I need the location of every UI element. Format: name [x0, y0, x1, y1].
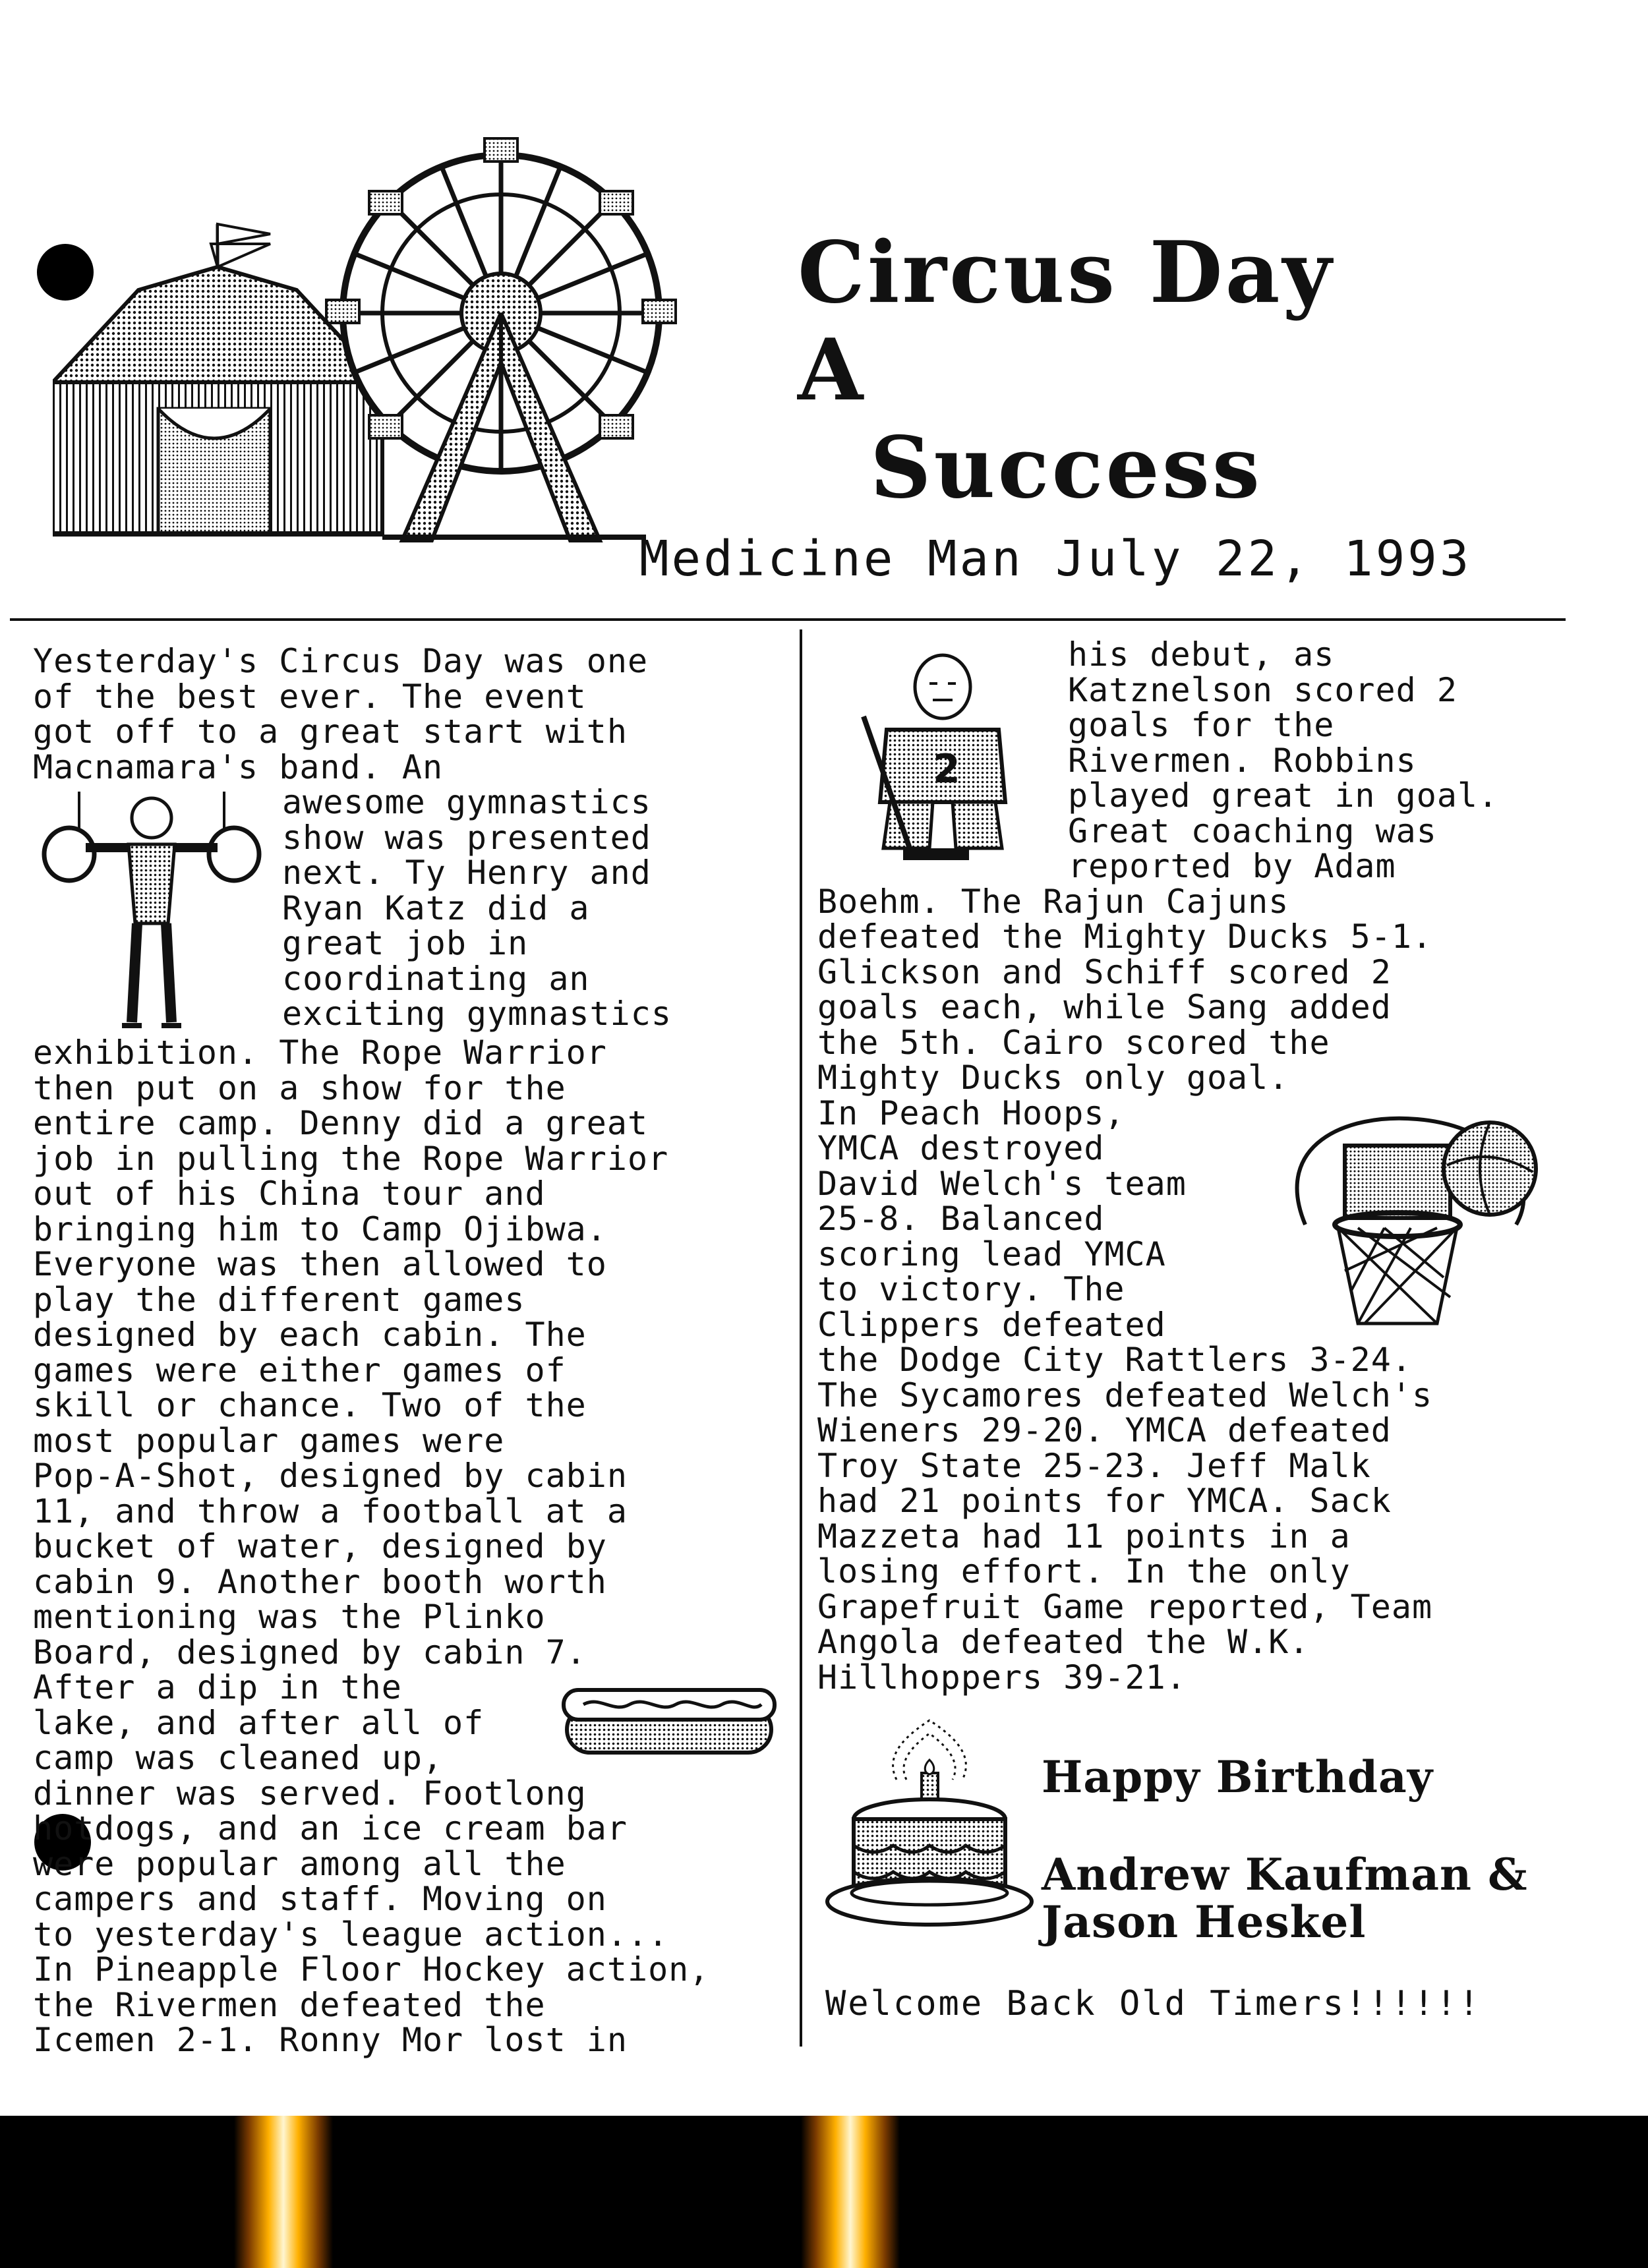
- circus-ferris-wheel-illustration: [53, 125, 725, 554]
- article-lake: After a dip in the lake, and after all of camp was cleaned up,: [33, 1668, 485, 1777]
- birthday-cake-icon: [824, 1714, 1042, 1938]
- column-divider: [800, 629, 802, 2047]
- article-hockey-results: Boehm. The Rajun Cajuns defeated the Mighty Ducks 5-1. Glickson and Schiff scored 2 goals each, while Sang added the 5th. Cairo scored the Mighty Ducks only goal.: [817, 882, 1433, 1097]
- header-divider: [10, 618, 1566, 621]
- headline-line-1: Circus Day A: [798, 223, 1334, 420]
- svg-text:2: 2: [933, 746, 961, 792]
- article-dinner-league: dinner was served. Footlong hotdogs, and an ice cream bar were popular among all the campers and staff. Moving on to yesterday's league action... In Pineapple Floor Hockey action, the Rivermen defeated the Icemen 2-1. Ronny Mor lost in: [33, 1774, 710, 2059]
- gymnast-on-rings-icon: [33, 785, 270, 1035]
- left-column: [33, 644, 784, 2058]
- article-intro: Yesterday's Circus Day was one of the best ever. The event got off to a great start with Macnamara's band. An: [33, 642, 649, 786]
- article-goalie: his debut, as Katznelson scored 2 goals for the Rivermen. Robbins played great in goal. Great coaching was reported by Adam: [1068, 635, 1499, 885]
- hockey-goalie-icon: [837, 651, 1048, 861]
- article-main: exhibition. The Rope Warrior then put on a show for the entire camp. Denny did a great job in pulling the Rope Warrior out of his China tour and bringing him to Camp Ojibwa. Everyone was then allowed to play the different games designed by each cabin. The games were either games of skill or chance. Two of the most popular games were Pop-A-Shot, designed by cabin 11, and throw a football at a bucket of water, designed by cabin 9. Another booth worth mentioning was the Plinko Board, designed by cabin 7.: [33, 1033, 669, 1672]
- article-hoops-scores: the Dodge City Rattlers 3-24. The Sycamores defeated Welch's Wieners 29-20. YMCA defeated Troy State 25-23. Jeff Malk had 21 points for YMCA. Sack Mazzeta had 11 points in a losing effort. In the only Grapefruit Game reported, Team Angola defeated the W.K. Hillhoppers 39-21.: [817, 1341, 1433, 1697]
- birthday-names-line-1: Andrew Kaufman &: [1042, 1849, 1528, 1900]
- welcome-message: Welcome Back Old Timers!!!!!!: [825, 1984, 1481, 2023]
- scanner-glare-left: [234, 2116, 333, 2268]
- article-gymnastics: awesome gymnastics show was presented next. Ty Henry and Ryan Katz did a great job in coordinating an exciting gymnastics: [282, 783, 672, 1033]
- headline: [798, 224, 1404, 517]
- scanner-glare-right: [801, 2116, 900, 2268]
- birthday-names-line-2: Jason Heskel: [1042, 1896, 1367, 1948]
- headline-line-2: Success: [870, 419, 1262, 517]
- basketball-hoop-icon: [1266, 1106, 1543, 1330]
- birthday-heading: Happy Birthday: [1042, 1751, 1434, 1803]
- masthead-date: Medicine Man July 22, 1993: [639, 531, 1472, 587]
- hotdog-icon: [560, 1677, 778, 1756]
- article-peach-hoops: In Peach Hoops, YMCA destroyed David Welch's team 25-8. Balanced scoring lead YMCA to victory. The Clippers defeated: [817, 1093, 1187, 1344]
- right-column: [817, 637, 1543, 1695]
